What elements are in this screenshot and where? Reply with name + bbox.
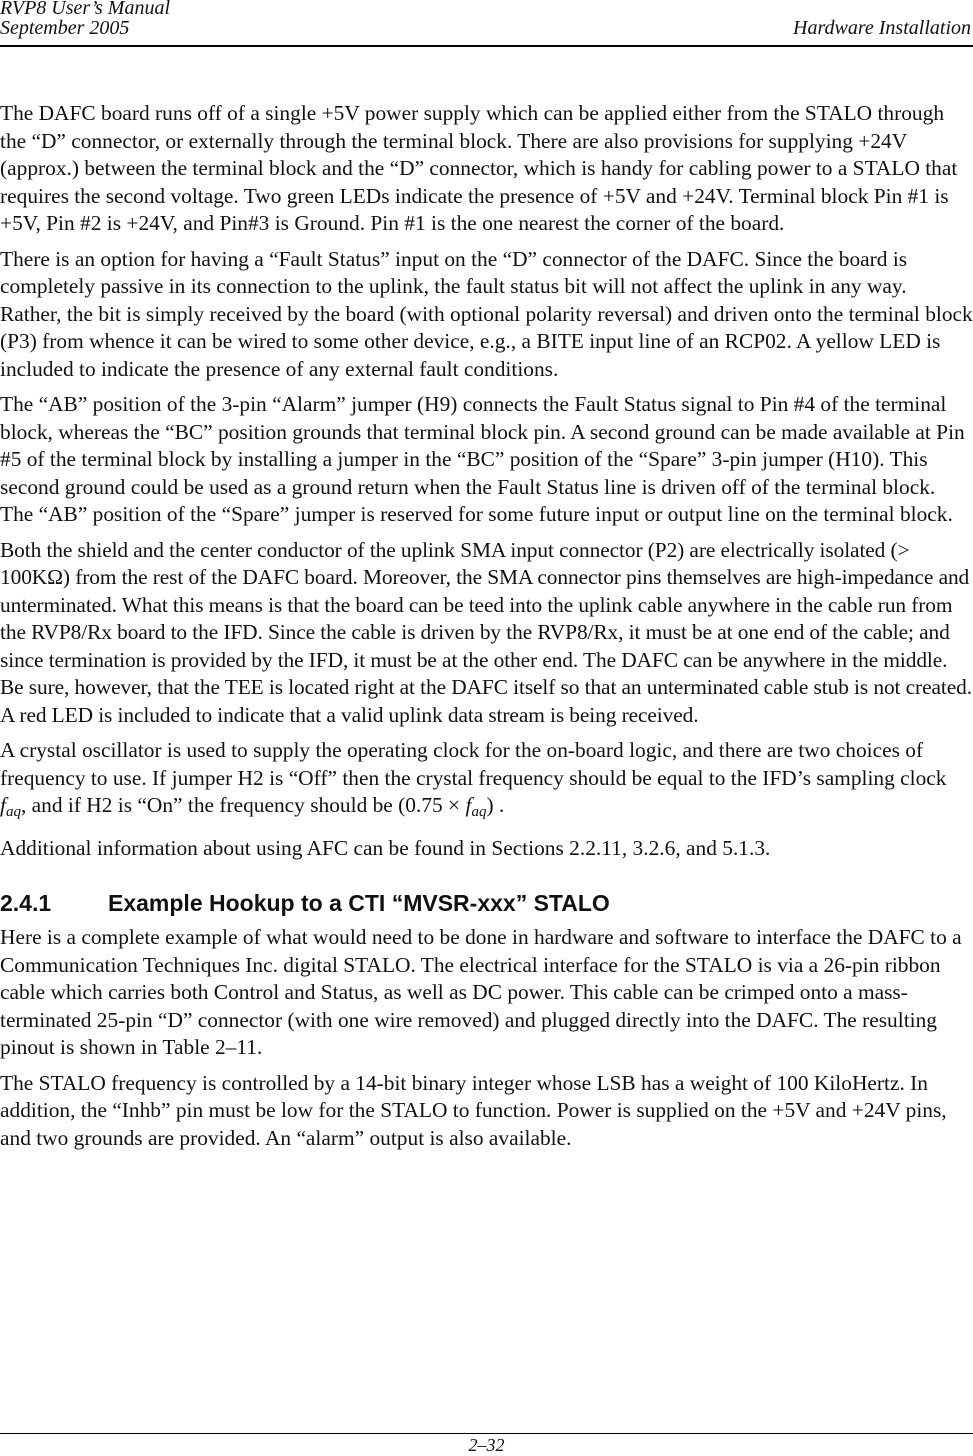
manual-date: September 2005 bbox=[0, 17, 130, 39]
page-header bbox=[0, 0, 973, 47]
paragraph-fault-status: There is an option for having a “Fault Status” input on the “D” connector of the DAFC. Since the board is completely passive in its connection to the uplink, the fault status bit will not affect the uplink in any way. Rather, the bit is simply received by the board (with optional polarity reversal) and driven onto the terminal block (P3) from whence it can be wired to some other device, e.g., a BITE input line of an RCP02. A yellow LED is included to indicate the presence of any external fault conditions. bbox=[0, 246, 973, 381]
math-f2: f bbox=[465, 793, 472, 817]
section-heading-text: Example Hookup to a CTI “MVSR-xxx” STALO bbox=[108, 890, 610, 916]
paragraph-hookup-example: Here is a complete example of what would need to be done in hardware and software to interface the DAFC to a Communication Techniques Inc. digital STALO. The electrical interface for the STALO is via a 26-pin ribbon cable which carries both Control and Status, as well as DC power. This cable can be crimped onto a mass-terminated 25-pin “D” connector (with one wire removed) and plugged directly into the DAFC. The resulting pinout is shown in Table 2–11. bbox=[0, 925, 962, 1059]
section-number: 2.4.1 bbox=[0, 890, 52, 916]
page-body bbox=[0, 100, 973, 1160]
section-title: Hardware Installation bbox=[793, 17, 971, 39]
math-expr-open: (0.75 × bbox=[398, 793, 466, 817]
paragraph-stalo-frequency: The STALO frequency is controlled by a 14-bit binary integer whose LSB has a weight of 100 KiloHertz. In addition, the “Inhb” pin must be low for the STALO to function. Power is supplied on the +5V and +24V pins, and two grounds are provided. An “alarm” output is also available. bbox=[0, 1070, 947, 1150]
paragraph-power-supply: The DAFC board runs off of a single +5V power supply which can be applied either from the STALO through the “D” connector, or externally through the terminal block. There are also provisions for supplying +24V (approx.) between the terminal block and the “D” connector, which is handy for cabling power to a STALO that requires the second voltage. Two green LEDs indicate the presence of +5V and +24V. Terminal block Pin #1 is +5V, Pin #2 is +24V, and Pin#3 is Ground. Pin #1 is the one nearest the corner of the board. bbox=[0, 101, 958, 235]
footer-rule bbox=[0, 1433, 973, 1434]
paragraph-sma-connector: Both the shield and the center conductor of the uplink SMA input connector (P2) are electrically isolated (> 100KΩ) from the rest of the DAFC board. Moreover, the SMA connector pins themselves are high-impedance and unterminated. What this means is that the board can be teed into the uplink cable anywhere in the cable run from the RVP8/Rx board to the IFD. Since the cable is driven by the RVP8/Rx, it must be at one end of the cable; and since termination is provided by the IFD, it must be at the other end. The DAFC can be anywhere in the middle. Be sure, however, that the TEE is located right at the DAFC itself so that an unterminated cable stub is not created. A red LED is included to indicate that a valid uplink data stream is being received. bbox=[0, 537, 972, 727]
section-heading bbox=[0, 888, 973, 918]
crystal-text-a: A crystal oscillator is used to supply the operating clock for the on-board logic, and there are two choices of frequency to use. If jumper H2 is “Off” then the crystal frequency should be equal to the IFD’s sampling clock bbox=[0, 738, 947, 790]
manual-title: RVP8 User’s Manual bbox=[0, 0, 170, 19]
paragraph-crystal-oscillator bbox=[0, 737, 973, 827]
paragraph-additional-info: Additional information about using AFC can be found in Sections 2.2.11, 3.2.6, and 5.1.3. bbox=[0, 835, 771, 860]
crystal-text-end: . bbox=[493, 793, 505, 817]
math-f: f bbox=[0, 793, 6, 817]
math-expr-close: ) bbox=[486, 793, 494, 817]
crystal-text-b: , and if H2 is “On” the frequency should be bbox=[20, 793, 399, 817]
paragraph-alarm-jumper: The “AB” position of the 3-pin “Alarm” jumper (H9) connects the Fault Status signal to Pin #4 of the terminal block, whereas the “BC” position grounds that terminal block pin. A second ground can be made available at Pin #5 of the terminal block by installing a jumper in the “BC” position of the “Spare” 3-pin jumper (H10). This second ground could be used as a ground return when the Fault Status line is driven off of the terminal block. The “AB” position of the “Spare” jumper is reserved for some future input or output line on the terminal block. bbox=[0, 392, 965, 526]
page-number: 2–32 bbox=[468, 1435, 505, 1455]
math-sub-aq: aq bbox=[5, 804, 21, 820]
math-sub-aq2: aq bbox=[471, 804, 487, 820]
